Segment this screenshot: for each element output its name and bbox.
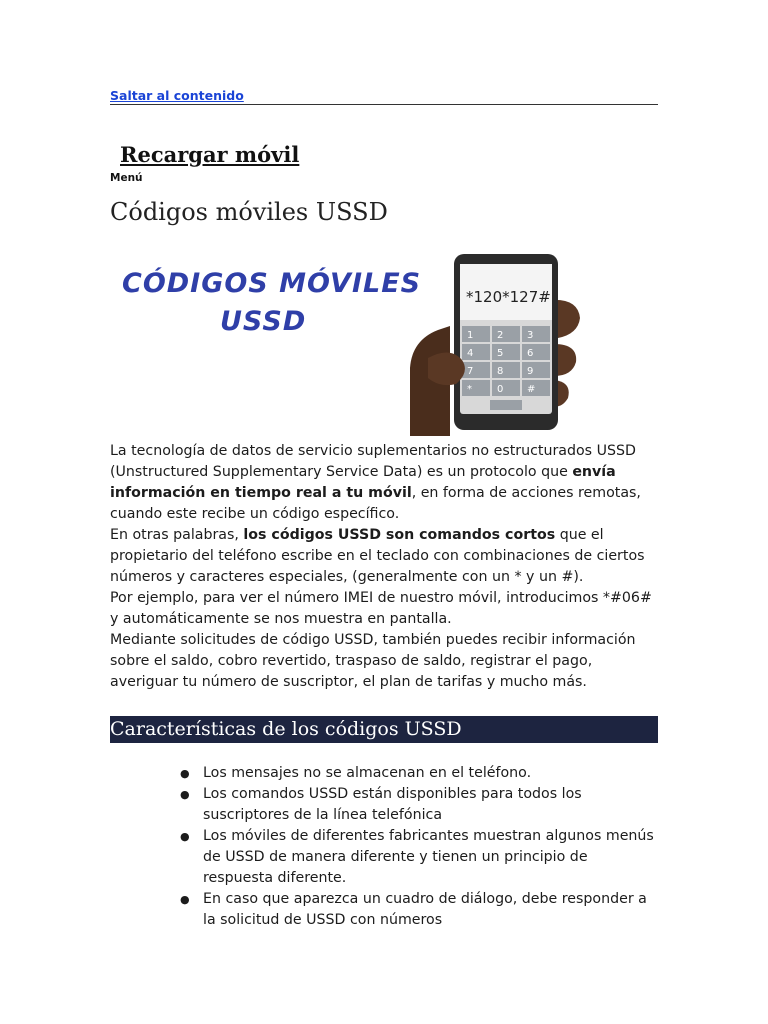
- paragraph-2: En otras palabras, los códigos USSD son comandos cortos que el propietario del teléfono escribe en el teclado con combinaciones de ciertos números y caracteres especiales, (generalmente con un * y un #).: [110, 527, 645, 585]
- header-divider: [110, 104, 658, 105]
- key-1: 1: [467, 330, 474, 341]
- paragraph-3: Por ejemplo, para ver el número IMEI de nuestro móvil, introducimos *#06# y automáticamente se nos muestra en pantalla.: [110, 590, 652, 627]
- site-title-link[interactable]: Recargar móvil: [120, 142, 300, 167]
- paragraph-4: Mediante solicitudes de código USSD, también puedes recibir información sobre el saldo, cobro revertido, traspaso de saldo, registrar el pago, averiguar tu número de suscriptor, el plan de tarifas y mucho más.: [110, 632, 636, 690]
- list-item: ● En caso que aparezca un cuadro de diálogo, debe responder a la solicitud de USSD con números: [180, 891, 647, 928]
- list-item: ● Los mensajes no se almacenan en el teléfono.: [180, 763, 658, 784]
- key-3: 3: [527, 330, 534, 341]
- page-title: Códigos móviles USSD: [110, 198, 388, 226]
- key-4: 4: [467, 348, 474, 359]
- bullet-icon: ●: [180, 893, 190, 906]
- article-body: [110, 441, 658, 693]
- key-7: 7: [467, 366, 474, 377]
- hero-image: [110, 248, 610, 436]
- section-heading: Características de los códigos USSD: [110, 718, 462, 740]
- skip-to-content-link[interactable]: Saltar al contenido: [110, 88, 244, 103]
- key-star: *: [467, 384, 472, 395]
- bullet-icon: ●: [180, 788, 190, 801]
- key-8: 8: [497, 366, 504, 377]
- menu-button[interactable]: Menú: [110, 172, 143, 184]
- key-hash: #: [527, 384, 536, 395]
- key-5: 5: [497, 348, 504, 359]
- paragraph-1: La tecnología de datos de servicio suplementarios no estructurados USSD (Unstructured Supplementary Service Data) es un protocolo que envía información en tiempo real a tu móvil, en forma de acciones remotas, cuando este recibe un código específico.: [110, 443, 641, 522]
- phone-screen-code: *120*127#: [466, 288, 551, 306]
- list-item: ● Los móviles de diferentes fabricantes muestran algunos menús de USSD de manera diferente y tienen un principio de respuesta diferente.: [180, 828, 654, 886]
- key-2: 2: [497, 330, 504, 341]
- key-9: 9: [527, 366, 534, 377]
- key-0: 0: [497, 384, 504, 395]
- phone-in-hand-icon: [110, 248, 610, 436]
- bullet-icon: ●: [180, 830, 190, 843]
- bullet-icon: ●: [180, 767, 190, 780]
- features-list: [180, 763, 658, 931]
- hero-title-line1: CÓDIGOS MÓVILES: [122, 268, 422, 299]
- key-6: 6: [527, 348, 534, 359]
- hero-title-line2: USSD: [220, 306, 307, 337]
- list-item: ● Los comandos USSD están disponibles para todos los suscriptores de la línea telefónica: [180, 786, 582, 823]
